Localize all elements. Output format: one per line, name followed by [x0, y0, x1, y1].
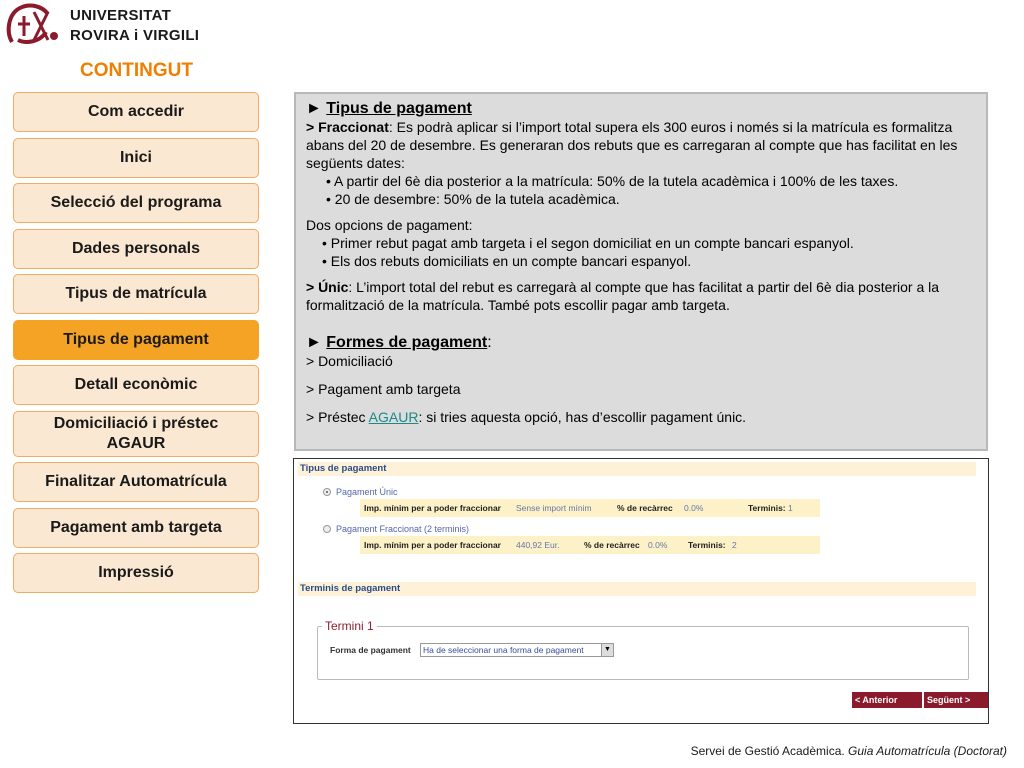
min-value: Sense import mínim	[516, 503, 592, 513]
option-unic-details	[360, 499, 820, 517]
min-value: 440,92 Eur.	[516, 540, 560, 550]
option-pagament-fraccionat-label: Pagament Fraccionat (2 terminis)	[336, 524, 470, 534]
sidebar-item-label: Pagament amb targeta	[50, 519, 222, 536]
university-name-line2: ROVIRA i VIRGILI	[70, 27, 200, 44]
heading-formes-pagament: ► Formes de pagament:	[306, 334, 492, 351]
fraccionat-paragraph	[306, 118, 974, 172]
forma-prestec-prefix: > Préstec	[306, 409, 369, 425]
forma-domiciliacio: > Domiciliació	[306, 353, 393, 369]
sidebar-item-label: Domiciliació i préstec AGAUR	[53, 415, 219, 452]
terminis-label: Terminis:	[748, 503, 786, 513]
seguent-button[interactable]: Següent >	[924, 692, 988, 708]
sidebar-item-label: Com accedir	[87, 103, 185, 120]
date-bullet: • 20 de desembre: 50% de la tutela acadèmica.	[326, 191, 620, 207]
sidebar-item-label: Impressió	[98, 564, 174, 581]
footer-guide: Guia Automatrícula (Doctorat)	[848, 744, 1007, 758]
footer-org: Servei de Gestió Acadèmica.	[690, 744, 845, 758]
info-panel	[294, 92, 988, 451]
radio-pagament-unic[interactable]	[323, 488, 331, 496]
heading-suffix: :	[487, 334, 492, 351]
sidebar-item-finalitzar[interactable]	[13, 462, 259, 502]
radio-pagament-fraccionat[interactable]	[323, 525, 331, 533]
sidebar-item-label: Tipus de pagament	[63, 331, 209, 348]
sidebar-item-seleccio-programa[interactable]	[13, 183, 259, 223]
sidebar-item-tipus-matricula[interactable]	[13, 274, 259, 314]
sidebar-item-inici[interactable]	[13, 138, 259, 178]
sidebar-item-label: Dades personals	[71, 240, 201, 257]
min-label: Imp. mínim per a poder fraccionar	[364, 503, 501, 513]
sidebar-item-detall-economic[interactable]	[13, 365, 259, 405]
option-bullet: • Els dos rebuts domiciliats en un compte bancari espanyol.	[322, 253, 692, 269]
terminis-value: 1	[788, 503, 793, 513]
options-intro: Dos opcions de pagament:	[306, 217, 473, 233]
university-logo	[4, 2, 64, 48]
sidebar-item-label: Tipus de matrícula	[65, 285, 207, 302]
sidebar-item-dades-personals[interactable]	[13, 229, 259, 269]
unic-text: : L’import total del rebut es carregarà al compte que has facilitat a partir del 6è dia posterior a la formalització de la matrícula. També pots escollir pagar amb targeta.	[306, 279, 940, 313]
terminis-pagament-header: Terminis de pagament	[298, 582, 976, 596]
sidebar-item-tipus-pagament[interactable]	[13, 320, 259, 360]
sidebar-item-domiciliacio-agaur[interactable]	[13, 411, 259, 457]
heading-tipus-pagament: ► Tipus de pagament	[306, 100, 472, 117]
section-title: CONTINGUT	[80, 60, 193, 81]
recarrec-label: % de recàrrec	[617, 503, 673, 513]
fraccionat-label: > Fraccionat	[306, 119, 389, 135]
terminis-label: Terminis:	[688, 540, 726, 550]
termini-fieldset	[317, 626, 969, 680]
option-pagament-unic-label: Pagament Únic	[336, 487, 398, 497]
university-name	[70, 6, 199, 46]
sidebar-item-label: Finalitzar Automatrícula	[45, 473, 227, 490]
anterior-button[interactable]: < Anterior	[852, 692, 922, 708]
forma-prestec-suffix: : si tries aquesta opció, has d’escollir pagament únic.	[418, 409, 747, 425]
unic-label: > Únic	[306, 279, 349, 295]
sidebar-item-label: Selecció del programa	[50, 194, 222, 211]
heading-formes-pagament-text: Formes de pagament	[326, 334, 488, 351]
sidebar-item-label: Inici	[119, 149, 152, 166]
forma-pagament-label: Forma de pagament	[330, 645, 411, 655]
unic-paragraph	[306, 278, 974, 314]
footer	[691, 744, 1007, 758]
forma-select-value: Ha de seleccionar una forma de pagament	[423, 645, 584, 655]
recarrec-label: % de recàrrec	[584, 540, 640, 550]
university-name-line1: UNIVERSITAT	[70, 7, 172, 24]
min-label: Imp. mínim per a poder fraccionar	[364, 540, 501, 550]
agaur-link[interactable]: AGAUR	[368, 409, 419, 425]
sidebar-item-impressio[interactable]	[13, 553, 259, 593]
tipus-pagament-header: Tipus de pagament	[298, 462, 976, 476]
terminis-value: 2	[732, 540, 737, 550]
fraccionat-text: : Es podrà aplicar si l’import total supera els 300 euros i només si la matrícula es formalitza abans del 20 de desembre. Es generaran dos rebuts que es carregaran al compte que has facilitat en les següents dates:	[306, 119, 958, 171]
forma-pagament-select[interactable]	[420, 643, 614, 657]
sidebar-item-com-accedir[interactable]	[13, 92, 259, 132]
heading-tipus-pagament-text: Tipus de pagament	[326, 100, 472, 117]
chevron-down-icon: ▼	[601, 644, 613, 656]
sidebar-item-label: Detall econòmic	[74, 376, 198, 393]
recarrec-value: 0.0%	[684, 503, 704, 513]
date-bullet: • A partir del 6è dia posterior a la matrícula: 50% de la tutela acadèmica i 100% de les taxes.	[326, 173, 899, 189]
termini-legend: Termini 1	[322, 619, 377, 633]
recarrec-value: 0.0%	[648, 540, 668, 550]
sidebar-item-pagament-targeta[interactable]	[13, 508, 259, 548]
option-bullet: • Primer rebut pagat amb targeta i el segon domiciliat en un compte bancari espanyol.	[322, 235, 854, 251]
forma-targeta: > Pagament amb targeta	[306, 381, 461, 397]
option-fraccionat-details	[360, 536, 820, 554]
forma-prestec	[306, 408, 974, 426]
